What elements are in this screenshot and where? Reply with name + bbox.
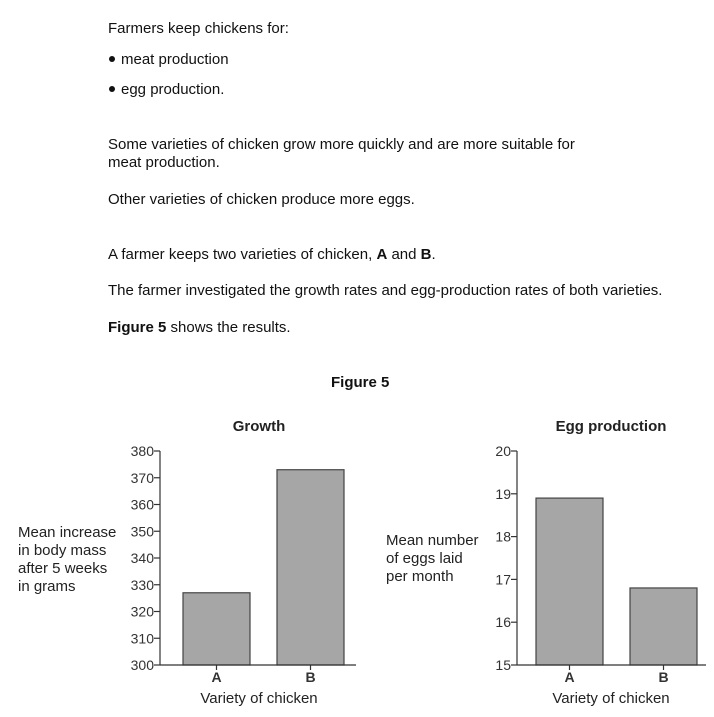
chart-1-y-tick-label-310: 310 xyxy=(130,630,154,647)
chart-1-bar-b xyxy=(277,470,344,665)
chart-2-y-axis-title-line-1: Mean number xyxy=(386,532,479,549)
chart-1-x-tick-label-a: A xyxy=(211,669,222,685)
chart-1-y-axis-title-line-4: in grams xyxy=(18,578,76,595)
bullet-item-1: meat production xyxy=(121,51,229,68)
chart-2-y-axis-title-line-2: of eggs laid xyxy=(386,550,463,567)
intro-text: Farmers keep chickens for: xyxy=(108,20,289,37)
chart-2-y-tick-label-19: 19 xyxy=(495,485,511,502)
bullet-item-2: egg production. xyxy=(121,81,225,98)
chart-2-x-tick-label-b: B xyxy=(658,669,669,685)
chart-1-y-tick-label-320: 320 xyxy=(130,603,154,620)
chart-2-y-tick-label-16: 16 xyxy=(495,614,511,631)
chart-2-bar-b xyxy=(630,588,697,665)
chart-2-y-tick-label-17: 17 xyxy=(495,571,511,588)
chart-1-x-axis-title: Variety of chicken xyxy=(200,690,318,707)
chart-1-y-axis-title-line-3: after 5 weeks xyxy=(18,560,108,577)
figure-reference: Figure 5 xyxy=(108,319,167,336)
paragraph-1-line-1: Some varieties of chicken grow more quickly and are more suitable for xyxy=(108,136,575,153)
variety-b-label: B xyxy=(420,246,432,263)
paragraph-1-line-2: meat production. xyxy=(108,154,220,171)
chart-1-x-tick-label-b: B xyxy=(305,669,316,685)
chart-2-y-tick-label-20: 20 xyxy=(495,443,511,459)
chart-1-y-tick-label-330: 330 xyxy=(130,576,154,593)
chart-1-bar-a xyxy=(183,593,250,665)
chart-2-y-tick-label-15: 15 xyxy=(495,657,511,673)
chart-2-bar-a xyxy=(536,498,603,665)
chart-2-y-axis-title-line-3: per month xyxy=(386,568,454,585)
paragraph-4: The farmer investigated the growth rates and egg-production rates of both varieties. xyxy=(108,282,663,299)
variety-a-label: A xyxy=(376,246,388,263)
chart-2-x-tick-label-a: A xyxy=(564,669,575,685)
figure-caption: Figure 5 xyxy=(331,374,390,391)
chart-2-title: Egg production xyxy=(555,418,667,435)
paragraph-3-and: and xyxy=(387,246,421,263)
chart-1-y-axis-title-line-2: in body mass xyxy=(18,542,107,559)
chart-1-y-tick-label-360: 360 xyxy=(130,496,154,513)
chart-1-title: Growth xyxy=(232,418,286,435)
chart-1-y-tick-label-380: 380 xyxy=(130,443,154,459)
paragraph-2: Other varieties of chicken produce more eggs. xyxy=(108,191,415,208)
paragraph-3-pre: A farmer keeps two varieties of chicken, xyxy=(108,246,377,263)
chart-1-y-tick-label-350: 350 xyxy=(130,523,154,540)
chart-1-y-axis-title-line-1: Mean increase xyxy=(18,524,117,541)
paragraph-5-rest: shows the results. xyxy=(166,319,291,336)
chart-1-y-tick-label-370: 370 xyxy=(130,469,154,486)
paragraph-3-end: . xyxy=(431,246,436,263)
chart-1-y-tick-label-300: 300 xyxy=(130,657,154,673)
chart-2-x-axis-title: Variety of chicken xyxy=(552,690,670,707)
chart-2-y-tick-label-18: 18 xyxy=(495,528,511,545)
chart-1-y-tick-label-340: 340 xyxy=(130,550,154,566)
